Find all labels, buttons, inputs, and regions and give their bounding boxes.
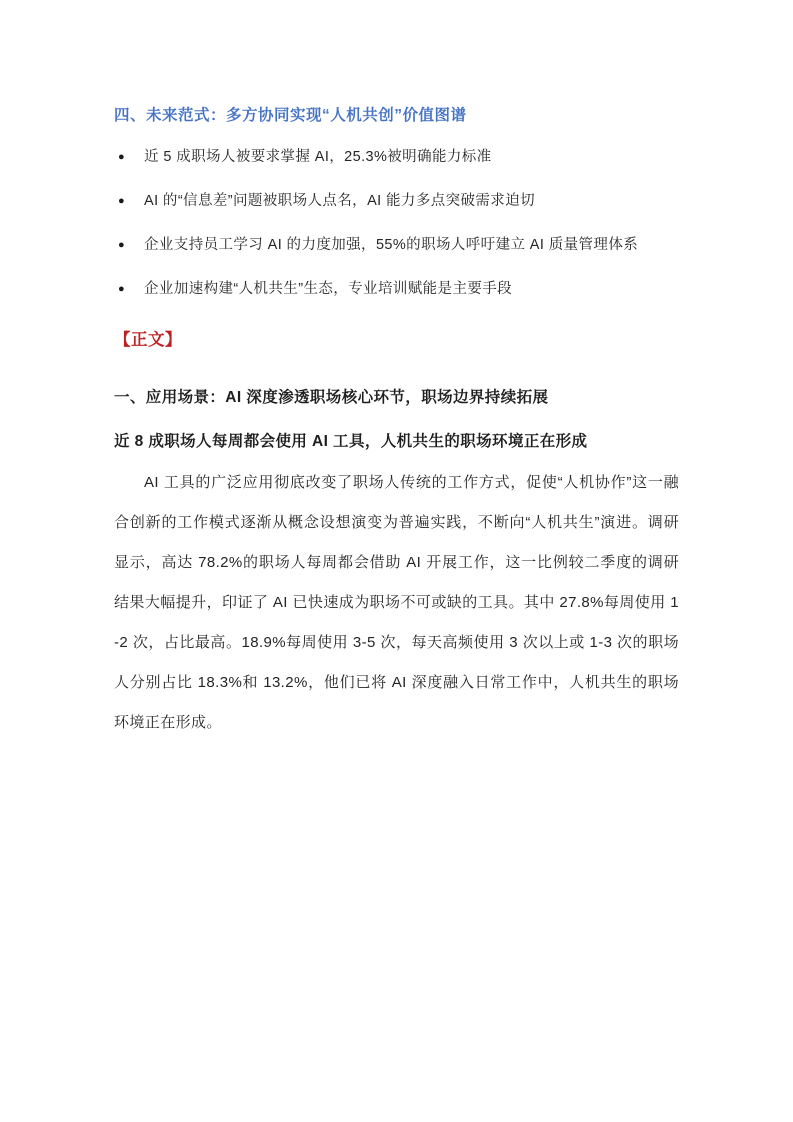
summary-bullet-text: 企业支持员工学习 AI 的力度加强，55%的职场人呼吁建立 AI 质量管理体系 bbox=[144, 237, 639, 253]
summary-bullet-row bbox=[114, 279, 679, 299]
bullet-dot-icon: ● bbox=[118, 283, 126, 295]
bullet-dot-icon: ● bbox=[118, 195, 126, 207]
summary-bullet-row bbox=[114, 191, 679, 211]
summary-bullet-text: 企业加速构建“人机共生”生态，专业培训赋能是主要手段 bbox=[144, 281, 513, 297]
chapter-heading: 一、应用场景：AI 深度渗透职场核心环节，职场边界持续拓展 bbox=[114, 389, 549, 406]
summary-bullet-row bbox=[114, 147, 679, 167]
chapter-subheading: 近 8 成职场人每周都会使用 AI 工具，人机共生的职场环境正在形成 bbox=[114, 433, 588, 450]
summary-bullet-text: 近 5 成职场人被要求掌握 AI，25.3%被明确能力标准 bbox=[144, 149, 492, 165]
bullet-dot-icon: ● bbox=[118, 151, 126, 163]
chapter-paragraph: AI 工具的广泛应用彻底改变了职场人传统的工作方式，促使“人机协作”这一融合创新的工作模式逐渐从概念设想演变为普遍实践，不断向“人机共生”演进。调研显示，高达 78.2%的职场人每周都会借助 AI 开展工作，这一比例较二季度的调研结果大幅提升，印证了 AI 已快速成为职场不可或缺的工具。其中 27.8%每周使用 1-2 次，占比最高。18.9%每周使用 3-5 次，每天高频使用 3 次以上或 1-3 次的职场人分别占比 18.3%和 13.2%，他们已将 AI 深度融入日常工作中，人机共生的职场环境正在形成。 bbox=[114, 474, 679, 731]
summary-bullet-list bbox=[114, 147, 679, 299]
summary-section-heading: 四、未来范式：多方协同实现“人机共创”价值图谱 bbox=[114, 107, 467, 124]
bullet-dot-icon: ● bbox=[118, 239, 126, 251]
main-text-label: 【正文】 bbox=[114, 331, 182, 349]
summary-bullet-text: AI 的“信息差”问题被职场人点名，AI 能力多点突破需求迫切 bbox=[144, 193, 536, 209]
summary-bullet-row bbox=[114, 235, 679, 255]
